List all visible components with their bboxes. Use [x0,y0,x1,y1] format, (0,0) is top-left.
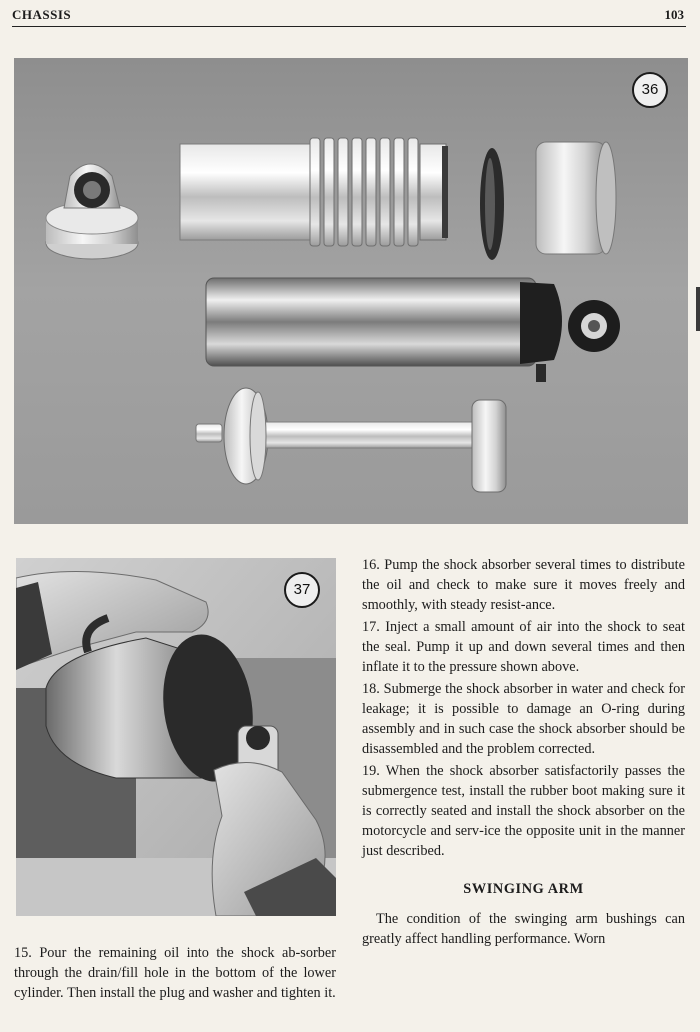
figure-36-photo [14,58,688,524]
page-number: 103 [664,7,684,22]
step-15: 15. Pour the remaining oil into the shock ab-sorber through the drain/fill hole in the bottom of the lower cylinder. Then install the plug and washer and tighten it. [14,945,336,1001]
figure-37-photo [16,558,336,916]
running-head: CHASSIS [12,7,72,22]
step-16: 16. Pump the shock absorber several times to distribute the oil and check to make sure it moves freely and smoothly, with steady resist-ance. [362,557,685,613]
step-19: 19. When the shock absorber satisfactorily passes the submergence test, install the rubber boot making sure it is correctly seated and install the shock absorber on the motorcycle and serv-ice the opposite unit in the manner just described. [362,763,685,859]
figure-37-number: 37 [284,572,320,608]
right-text-column [362,555,685,951]
section-heading-swinging-arm: SWINGING ARM [463,881,584,897]
page-edge-tab [696,287,700,331]
step-18: 18. Submerge the shock absorber in water and check for leakage; it is possible to damage an O-ring during assembly and in such case the shock absorber should be disassembled and the problem corrected. [362,681,685,757]
step-17: 17. Inject a small amount of air into the shock to seat the seal. Pump it up and down several times and then inflate it to the pressure shown above. [362,619,685,675]
page-header [12,4,686,27]
swinging-arm-paragraph: The condition of the swinging arm bushings can greatly affect handling performance. Worn [362,911,685,947]
figure-36-number: 36 [632,72,668,108]
left-text-column [14,943,336,1005]
